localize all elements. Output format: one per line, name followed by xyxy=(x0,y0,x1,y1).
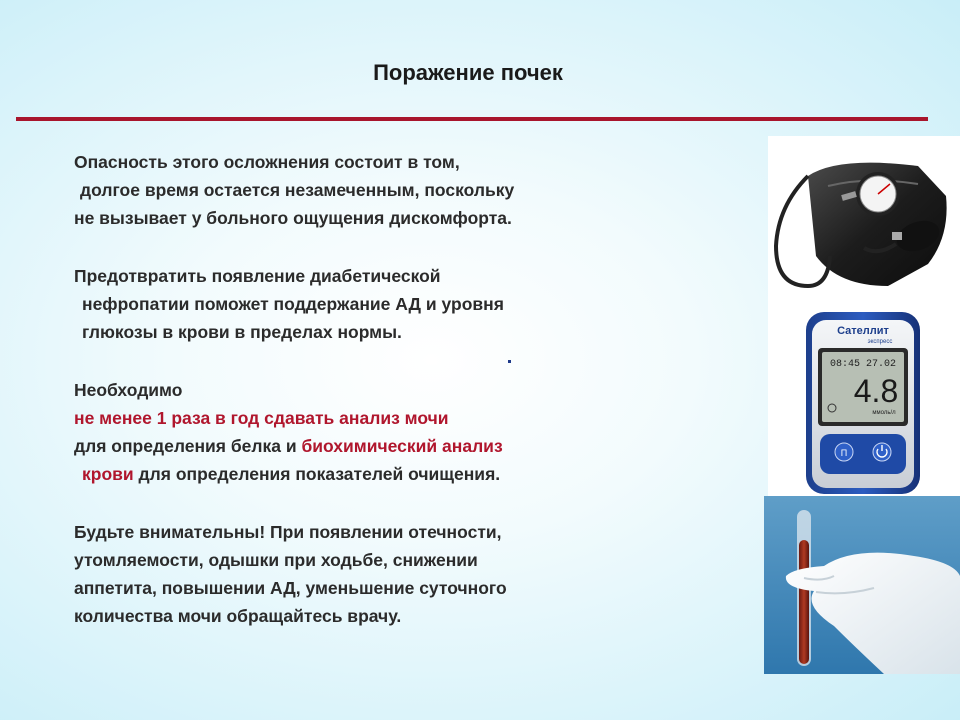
slide-title: Поражение почек xyxy=(373,60,563,85)
text-line: нефропатии поможет поддержание АД и уровня xyxy=(82,294,504,314)
text-line: Опасность этого осложнения состоит в том, xyxy=(74,152,460,172)
glucometer-unit: ммоль/л xyxy=(872,410,896,416)
text-line xyxy=(74,460,714,488)
text-line xyxy=(74,432,714,460)
glucometer-brand: Сателлит xyxy=(837,325,889,337)
glucometer-photo xyxy=(768,308,960,496)
paragraph-warning xyxy=(74,518,714,630)
paragraph-prevention xyxy=(74,262,714,346)
glucometer-reading: 4.8 xyxy=(853,373,899,409)
glucometer-time: 08:45 27.02 xyxy=(829,359,897,370)
highlight-blood: крови xyxy=(82,464,134,484)
text-line: Необходимо xyxy=(74,380,183,400)
text-line: долгое время остается незамеченным, поскольку xyxy=(80,180,515,200)
title-divider xyxy=(16,117,928,121)
text-line: Будьте внимательны! При появлении отечности, xyxy=(74,522,502,542)
glucometer-sub: экспресс xyxy=(867,339,893,345)
text-line: Предотвратить появление диабетической xyxy=(74,266,441,286)
slide-body xyxy=(74,148,714,660)
highlight-biochem: биохимический анализ xyxy=(301,436,503,456)
text-line: количества мочи обращайтесь врачу. xyxy=(74,606,402,626)
paragraph-danger xyxy=(74,148,714,232)
text-fragment: для определения показателей очищения. xyxy=(133,464,501,484)
highlight-urine-test: не менее 1 раза в год сдавать анализ мочи xyxy=(74,408,449,428)
glucometer-btn-left: П xyxy=(840,448,848,458)
decorative-dot xyxy=(508,360,511,363)
test-tube-photo xyxy=(764,496,960,674)
text-line: не вызывает у больного ощущения дискомфорта. xyxy=(74,208,512,228)
paragraph-required-tests xyxy=(74,376,714,488)
text-line: утомляемости, одышки при ходьбе, снижении xyxy=(74,550,478,570)
text-line: аппетита, повышении АД, уменьшение суточного xyxy=(74,578,507,598)
text-fragment: для определения белка и xyxy=(74,436,302,456)
tonometer-photo xyxy=(768,136,960,308)
text-line: глюкозы в крови в пределах нормы. xyxy=(82,322,402,342)
